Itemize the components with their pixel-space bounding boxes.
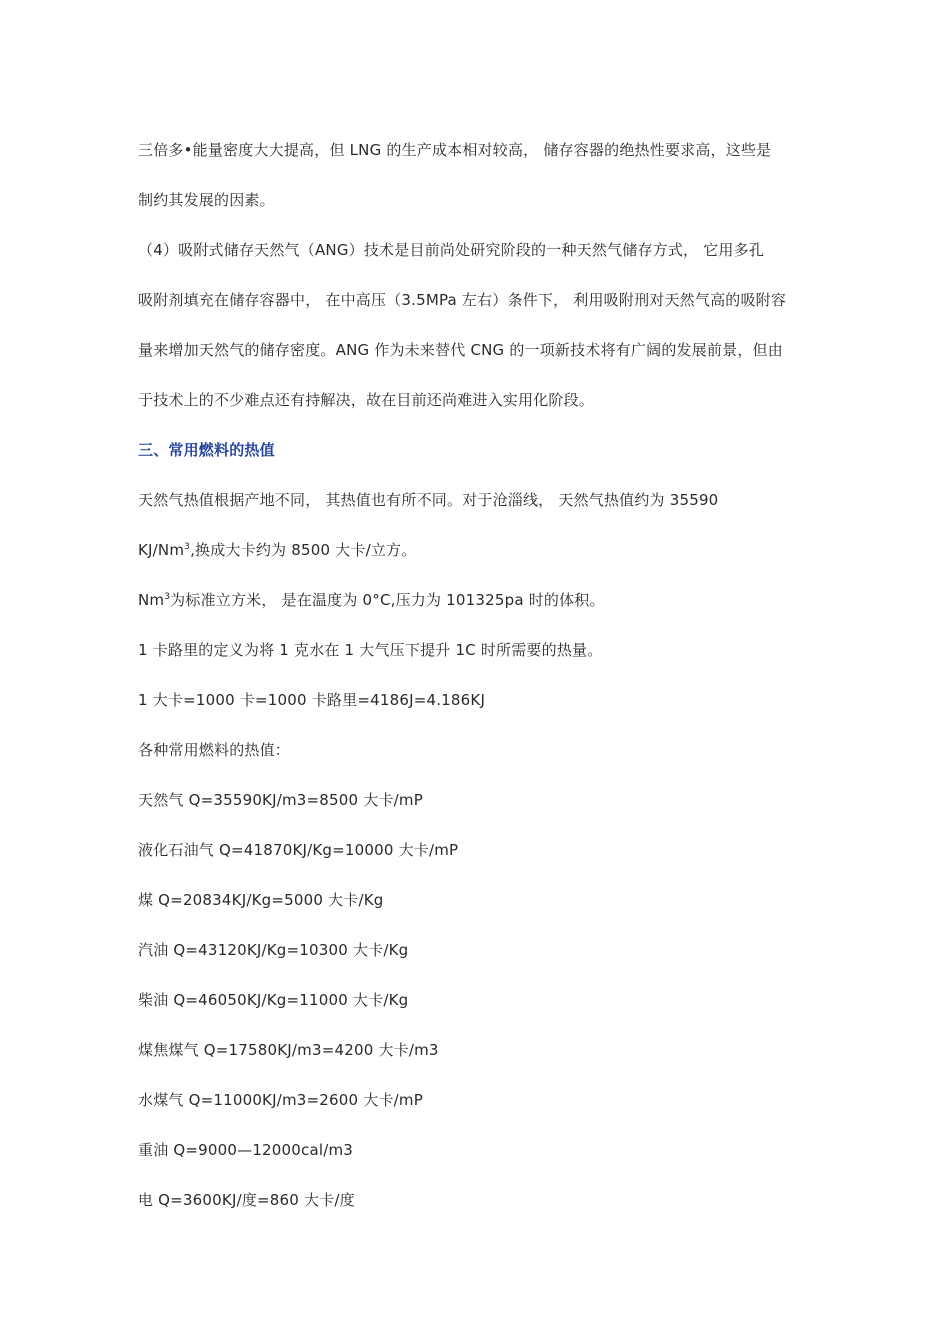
- fuel-item: 水煤气 Q=11000KJ/m3=2600 大卡/mP: [138, 1091, 423, 1109]
- fuel-item: 煤 Q=20834KJ/Kg=5000 大卡/Kg: [138, 891, 384, 909]
- calorie-definition: 1 卡路里的定义为将 1 克水在 1 大气压下提升 1C 时所需要的热量。: [138, 641, 603, 659]
- intro-line-2-text: ,换成大卡约为 8500 大卡/立方。: [190, 541, 417, 559]
- superscript: 3: [164, 592, 171, 602]
- superscript: 3: [184, 542, 191, 552]
- fuels-label: 各种常用燃料的热值：: [138, 741, 291, 759]
- nm3-definition-text: 为标准立方米， 是在温度为 0°C,压力为 101325pa 时的体积。: [170, 591, 605, 609]
- fuel-item: 天然气 Q=35590KJ/m3=8500 大卡/mP: [138, 791, 423, 809]
- fuel-item: 液化石油气 Q=41870KJ/Kg=10000 大卡/mP: [138, 841, 459, 859]
- paragraph-line: 制约其发展的因素。: [138, 191, 275, 209]
- paragraph-line: （4）吸附式储存天然气（ANG）技术是目前尚处研究阶段的一种天然气储存方式， 它用多孔: [138, 241, 765, 259]
- intro-line-1: 天然气热值根据产地不同， 其热值也有所不同。对于沧淄线， 天然气热值约为 35590: [138, 491, 719, 509]
- paragraph-line: 吸附剂填充在储存容器中， 在中高压（3.5MPa 左右）条件下， 利用吸附刑对天然气高的吸附容: [138, 291, 787, 309]
- paragraph-line: 量来增加天然气的储存密度。ANG 作为未来替代 CNG 的一项新技术将有广阔的发展前景，但由: [138, 341, 783, 359]
- unit-text: KJ/Nm: [138, 541, 185, 559]
- unit-conversion: 1 大卡=1000 卡=1000 卡路里=4186J=4.186KJ: [138, 691, 486, 709]
- fuel-item: 重油 Q=9000—12000cal/m3: [138, 1141, 354, 1159]
- unit-text: Nm: [138, 591, 165, 609]
- fuel-item: 柴油 Q=46050KJ/Kg=11000 大卡/Kg: [138, 991, 409, 1009]
- fuel-item: 煤焦煤气 Q=17580KJ/m3=4200 大卡/m3: [138, 1041, 439, 1059]
- paragraph-line: 于技术上的不少难点还有持解决，故在目前还尚难进入实用化阶段。: [138, 391, 595, 409]
- fuel-item: 汽油 Q=43120KJ/Kg=10300 大卡/Kg: [138, 941, 409, 959]
- fuel-item: 电 Q=3600KJ/度=860 大卡/度: [138, 1191, 355, 1209]
- section-heading: 三、常用燃料的热值: [138, 441, 275, 459]
- paragraph-line: 三倍多•能量密度大大提高，但 LNG 的生产成本相对较高， 储存容器的绝热性要求高，这些是: [138, 141, 772, 159]
- nm3-definition: [138, 590, 818, 610]
- intro-line-2: [138, 540, 818, 560]
